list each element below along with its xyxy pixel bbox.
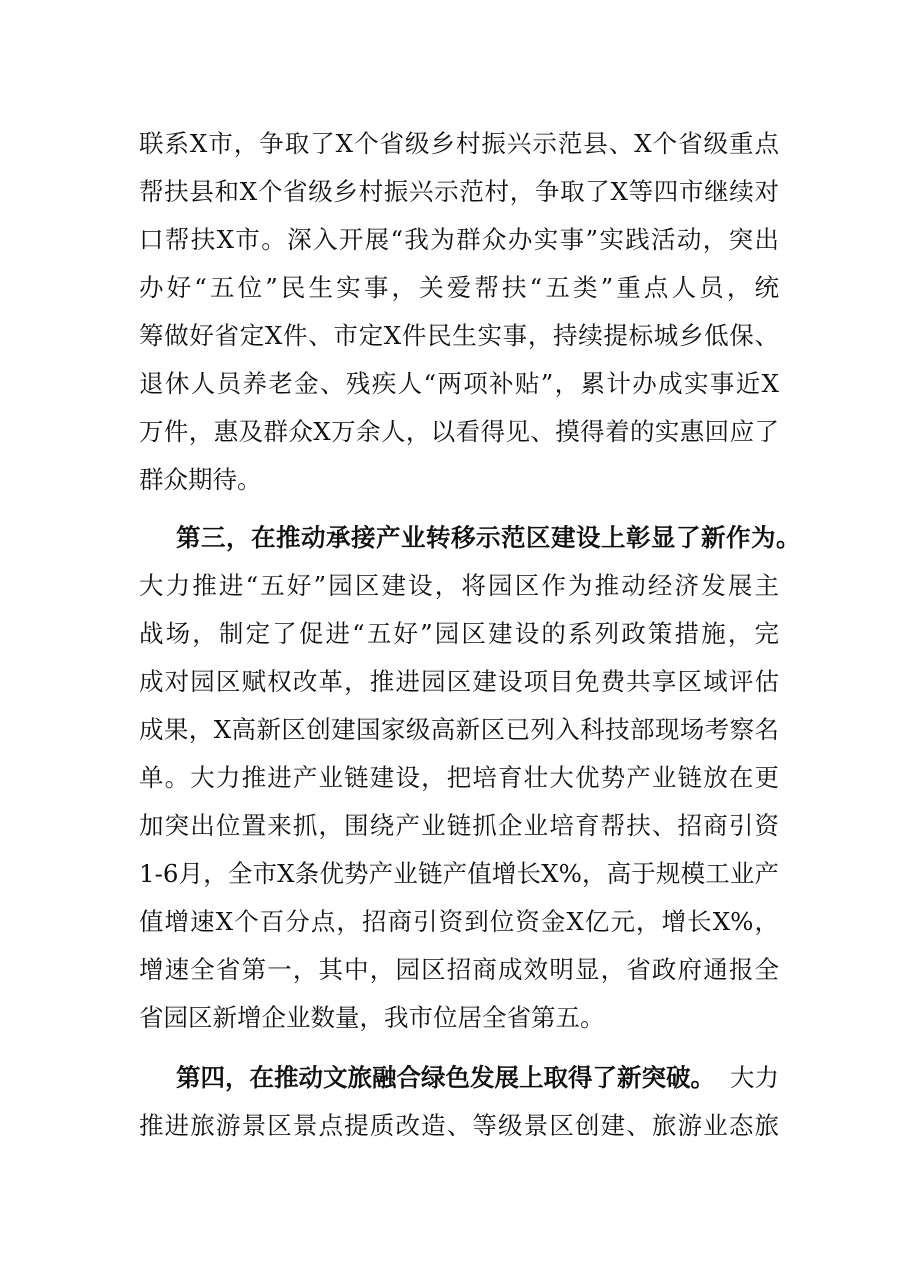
text-line: 万件，惠及群众X万余人，以看得见、摸得着的实惠回应了 [139, 417, 779, 446]
heading-line [139, 1054, 779, 1102]
text-line: 成对园区赋权改革，推进园区建设项目免费共享区域评估 [139, 667, 779, 696]
text-line: 推进旅游景区景点提质改造、等级景区创建、旅游业态旅 [139, 1111, 779, 1140]
text-line: 退休人员养老金、残疾人“两项补贴”，累计办成实事近X [139, 369, 779, 398]
text-line: 成果，X高新区创建国家级高新区已列入科技部现场考察名 [139, 715, 779, 744]
section-heading-4: 第四，在推动文旅融合绿色发展上取得了新突破。 [176, 1063, 715, 1092]
text-line: 联系X市，争取了X个省级乡村振兴示范县、X个省级重点 [139, 129, 779, 158]
text-line: 口帮扶X市。深入开展“我为群众办实事”实践活动，突出 [139, 225, 779, 254]
section-heading-3: 第三，在推动承接产业转移示范区建设上彰显了新作为。 [176, 523, 801, 552]
paragraph-1 [139, 120, 779, 504]
text-line: 单。大力推进产业链建设，把培育壮大优势产业链放在更 [139, 763, 779, 792]
paragraph-2 [139, 514, 801, 1042]
text-line: 加突出位置来抓，围绕产业链抓企业培育帮扶、招商引资 [139, 811, 779, 840]
text-line: 1-6月，全市X条优势产业链产值增长X%，高于规模工业产 [139, 859, 779, 888]
text-line: 增速全省第一，其中，园区招商成效明显，省政府通报全 [139, 955, 779, 984]
text-line: 筹做好省定X件、市定X件民生实事，持续提标城乡低保、 [139, 321, 779, 350]
text-line: 帮扶县和X个省级乡村振兴示范村，争取了X等四市继续对 [139, 177, 779, 206]
text-line: 大力推进“五好”园区建设，将园区作为推动经济发展主 [139, 571, 779, 600]
text-line: 省园区新增企业数量，我市位居全省第五。 [139, 1003, 605, 1032]
text-line: 群众期待。 [139, 465, 262, 494]
text-line: 战场，制定了促进“五好”园区建设的系列政策措施，完 [139, 619, 779, 648]
text-line: 值增速X个百分点，招商引资到位资金X亿元，增长X%， [139, 907, 779, 936]
paragraph-3 [139, 1054, 779, 1150]
text-line: 办好“五位”民生实事，关爱帮扶“五类”重点人员，统 [139, 273, 779, 302]
heading-tail-text: 大力 [730, 1063, 779, 1092]
